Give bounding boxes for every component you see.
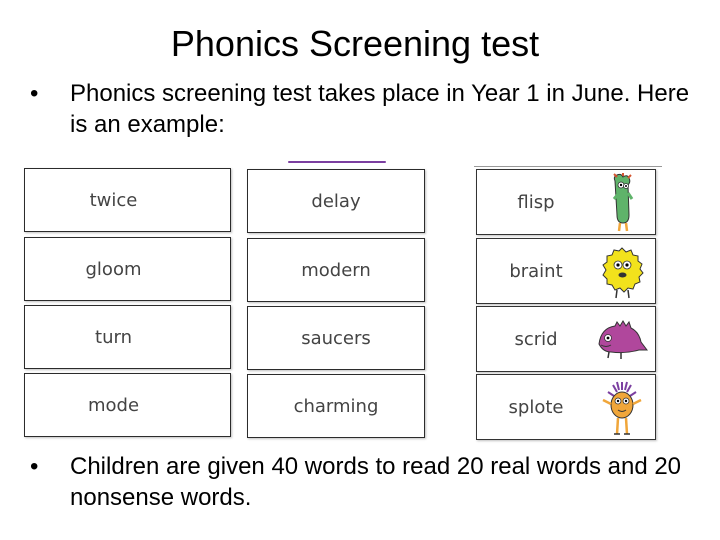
word-card — [247, 306, 425, 370]
word-card-text: delay — [311, 190, 361, 212]
word-card-text: twice — [89, 189, 138, 211]
bullet-text: Phonics screening test takes place in Year 1 in June. Here is an example: — [70, 80, 690, 138]
green-monster-icon — [595, 173, 649, 233]
word-card — [24, 168, 231, 232]
bullet-text: Children are given 40 words to read 20 real words and 20 nonsense words. — [70, 453, 682, 511]
bullet-marker: • — [30, 80, 39, 107]
purple-divider — [288, 161, 386, 163]
bullet-marker: • — [30, 453, 39, 480]
word-card-text: saucers — [301, 327, 371, 349]
spiky-monster-icon — [595, 378, 649, 438]
grey-divider — [474, 166, 662, 167]
word-card — [24, 237, 231, 301]
bullet-item — [30, 78, 690, 140]
word-card-text: gloom — [85, 258, 142, 280]
yellow-monster-icon — [595, 242, 649, 302]
word-card — [247, 374, 425, 438]
word-card-text: braint — [509, 260, 563, 282]
nonsense-word-card — [476, 374, 656, 440]
word-card — [24, 305, 231, 369]
word-card-text: charming — [293, 395, 379, 417]
word-card-text: turn — [95, 326, 132, 348]
purple-monster-icon — [595, 310, 649, 370]
word-card-text: modern — [301, 259, 371, 281]
nonsense-word-card — [476, 238, 656, 304]
word-card-text: splote — [508, 396, 564, 418]
word-card — [247, 169, 425, 233]
word-card-text: mode — [87, 394, 140, 416]
slide-title: Phonics Screening test — [170, 23, 540, 64]
word-card-text: scrid — [514, 328, 558, 350]
nonsense-word-card — [476, 169, 656, 235]
nonsense-word-card — [476, 306, 656, 372]
word-card — [247, 238, 425, 302]
word-card — [24, 373, 231, 437]
bullet-item — [30, 451, 690, 513]
word-card-text: flisp — [517, 191, 555, 213]
